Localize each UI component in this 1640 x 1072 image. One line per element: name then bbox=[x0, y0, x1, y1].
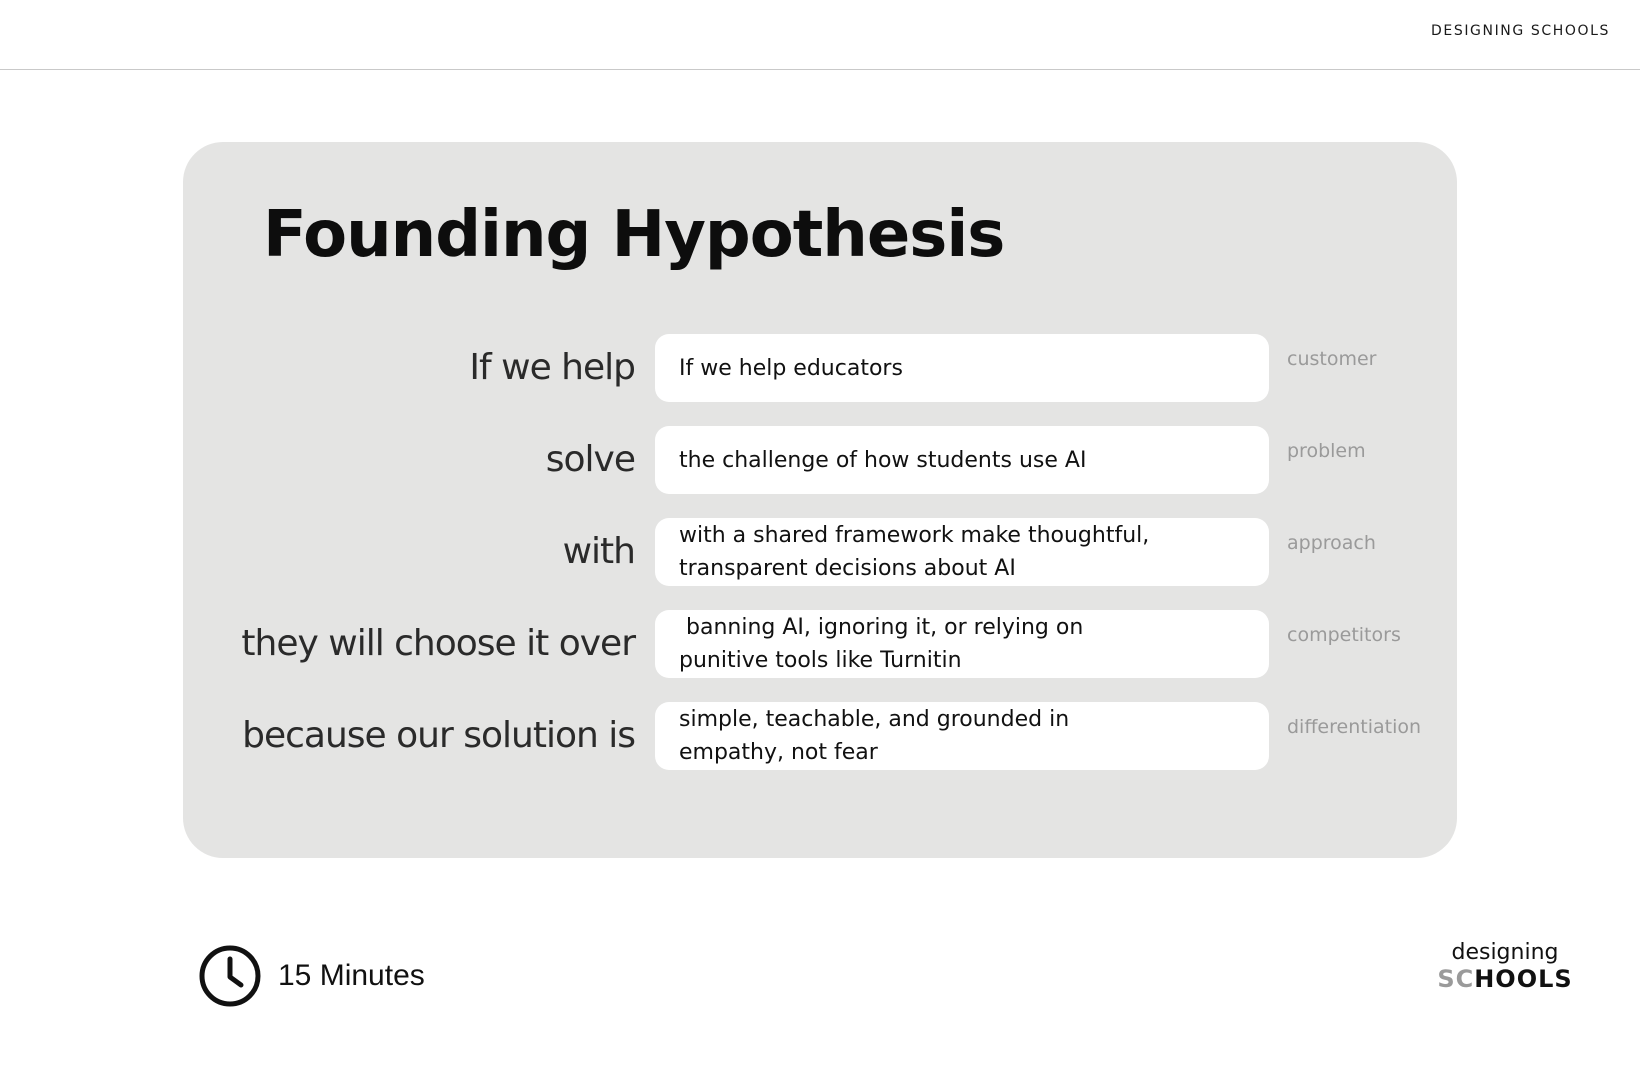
timer bbox=[198, 944, 425, 1008]
timer-text: 15 Minutes bbox=[278, 959, 425, 992]
row-tag: customer bbox=[1287, 348, 1377, 370]
logo-top-text: designing bbox=[1451, 940, 1559, 965]
row-label: solve bbox=[545, 439, 635, 480]
logo-solid-letters: HOOLS bbox=[1474, 965, 1573, 993]
row-label: they will choose it over bbox=[241, 623, 635, 664]
field-line: banning AI, ignoring it, or relying on bbox=[679, 615, 1084, 640]
row-tag: differentiation bbox=[1287, 716, 1422, 738]
field-line: empathy, not fear bbox=[679, 740, 878, 765]
row-tag: problem bbox=[1287, 440, 1366, 462]
field-line: transparent decisions about AI bbox=[679, 556, 1016, 581]
hypothesis-row-problem bbox=[183, 426, 1457, 494]
hypothesis-card bbox=[183, 142, 1457, 858]
problem-field[interactable] bbox=[655, 426, 1269, 494]
row-tag: approach bbox=[1287, 532, 1376, 554]
row-label: with bbox=[562, 531, 635, 572]
card-title: Founding Hypothesis bbox=[263, 198, 1005, 272]
field-line: the challenge of how students use AI bbox=[679, 447, 1087, 473]
logo-faded-letters: SC bbox=[1437, 965, 1475, 993]
differentiation-field[interactable] bbox=[655, 702, 1269, 770]
field-line: punitive tools like Turnitin bbox=[679, 648, 962, 673]
logo-bottom-text bbox=[1435, 966, 1575, 992]
competitors-field[interactable] bbox=[655, 610, 1269, 678]
approach-field[interactable] bbox=[655, 518, 1269, 586]
hypothesis-row-differentiation bbox=[183, 702, 1457, 770]
hypothesis-row-approach bbox=[183, 518, 1457, 586]
row-label: If we help bbox=[469, 347, 635, 388]
row-label: because our solution is bbox=[242, 715, 635, 756]
hypothesis-row-customer bbox=[183, 334, 1457, 402]
row-tag: competitors bbox=[1287, 624, 1401, 646]
clock-icon bbox=[198, 944, 262, 1008]
field-line: simple, teachable, and grounded in bbox=[679, 707, 1070, 732]
designing-schools-logo bbox=[1435, 940, 1575, 992]
header-brand-text: DESIGNING SCHOOLS bbox=[1431, 23, 1610, 39]
field-line: with a shared framework make thoughtful, bbox=[679, 523, 1150, 548]
field-line: If we help educators bbox=[679, 355, 903, 381]
top-header bbox=[0, 0, 1640, 70]
hypothesis-row-competitors bbox=[183, 610, 1457, 678]
customer-field[interactable] bbox=[655, 334, 1269, 402]
